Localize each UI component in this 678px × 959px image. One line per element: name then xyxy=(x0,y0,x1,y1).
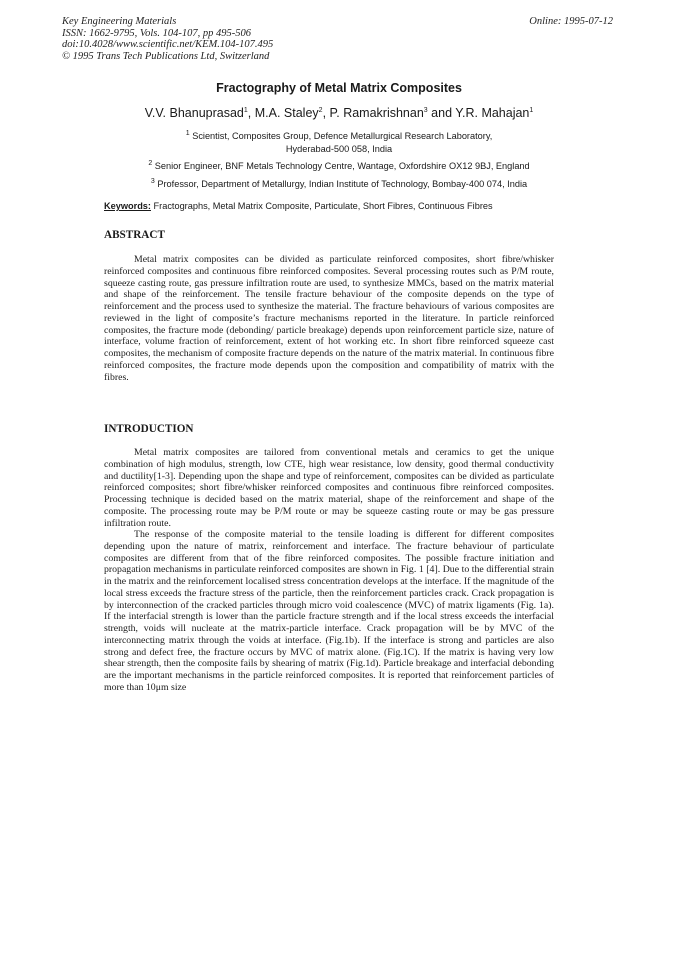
author-affiliation-mark: 1 xyxy=(243,106,248,114)
author-separator: and xyxy=(427,106,456,120)
copyright-line: © 1995 Trans Tech Publications Ltd, Switzerland xyxy=(62,50,270,62)
author-name: P. Ramakrishnan xyxy=(329,106,424,120)
affiliation-text: Senior Engineer, BNF Metals Technology Centre, Wantage, Oxfordshire OX12 9BJ, England xyxy=(154,161,530,171)
affiliation-text: Hyderabad-500 058, India xyxy=(285,144,393,154)
affiliation-3 xyxy=(0,178,678,191)
author-name: V.V. Bhanuprasad xyxy=(144,106,244,120)
affiliation-2 xyxy=(0,160,678,173)
affiliation-mark: 3 xyxy=(150,177,155,185)
author-separator: , xyxy=(247,106,255,120)
abstract-paragraph: Metal matrix composites can be divided as particulate reinforced composites, short fibre/whisker reinforced composites and continuous fibre reinforced composites. Several processing routes such as P/M route, squeeze casting route, gas pressure infiltration route are used, to synthesize MMCs, based on the matrix material and shape of the reinforcement. The tensile fracture behaviour of the composite depends on the type of reinforcement and the process used to synthesize the material. The fracture behaviours of various composites are reviewed in the light of composite’s fracture mechanisms reported in the literature. In particle reinforced composites, the fracture mode (debonding/ particle breakage) depends upon reinforcement particle size, nature of interface, volume fraction of reinforcement, extent of hot working etc. In short fibre reinforced squeeze cast composites, the mechanism of composite fracture depends on the nature of the matrix material. In continuous fibre reinforced composites, the fracture mode depends upon the composition and compatibility of matrix with the fibres. xyxy=(104,254,554,383)
affiliation-text: Professor, Department of Metallurgy, Indian Institute of Technology, Bombay-400 074, India xyxy=(157,179,528,189)
introduction-heading: INTRODUCTION xyxy=(104,423,194,435)
journal-name: Key Engineering Materials xyxy=(62,16,177,27)
issn-line: ISSN: 1662-9795, Vols. 104-107, pp 495-506 xyxy=(62,27,251,39)
author-name: Y.R. Mahajan xyxy=(455,106,530,120)
journal-header xyxy=(62,16,273,62)
online-date: Online: 1995-07-12 xyxy=(529,16,613,27)
introduction-paragraph-1: Metal matrix composites are tailored from conventional metals and ceramics to get the unique combination of high modulus, strength, low CTE, high wear resistance, low density, good thermal conductivity and ductility[1-3]. Depending upon the shape and type of reinforcement, composites can be divided as particulate reinforced composites; short fibre/whisker reinforced composites and continuous fibre reinforced composites. Processing technique is decided based on the matrix material, shape of the reinforcement and shape of the composite. The processing route may be P/M route or may be squeeze casting route or may be gas pressure infiltration route. xyxy=(104,447,554,529)
affiliation-text: Scientist, Composites Group, Defence Metallurgical Research Laboratory, xyxy=(192,131,493,141)
keywords-line xyxy=(104,201,584,211)
introduction-paragraph-2: The response of the composite material to the tensile loading is different for different composites depending upon the nature of matrix, reinforcement and interface. The fracture behaviour of particulate composites are different from that of the fibre reinforced composites. The possible fracture initiation and propagation mechanisms in particulate reinforced composites are shown in Fig. 1 [4]. Due to the differential strain in the matrix and the reinforcement localised stress concentration develops at the interface. If the magnitude of the local stress exceeds the fracture stress of the particle, then the reinforcement particles crack. Crack propagation is by interconnection of the cracked particles through micro void coalescence (MVC) of matrix ligaments (Fig. 1a). If the interfacial strength is lower than the particle fracture strength and if the local stress exceeds the interfacial strength, voids will nucleate at the matrix-particle interface. Crack propagation will be by MVC of the interconnecting matrix through the voids at interface. (Fig.1b). If the interface is strong and particles are also strong and defect free, the fracture occurs by MVC of matrix alone. (Fig.1C). If the matrix is having very low shear strength, then the composite fails by shearing of matrix (Fig.1d). Particle breakage and interfacial debonding are the important mechanisms in the particle reinforced composites. It is reported that reinforcement particles of more than 10μm size xyxy=(104,529,554,693)
affiliation-mark: 2 xyxy=(148,159,153,167)
doi-link[interactable]: doi:10.4028/www.scientific.net/KEM.104-107.495 xyxy=(62,39,274,51)
author-list xyxy=(0,106,678,120)
author-affiliation-mark: 1 xyxy=(529,106,534,114)
author-affiliation-mark: 2 xyxy=(318,106,323,114)
affiliation-mark: 1 xyxy=(185,129,190,137)
affiliation-1 xyxy=(0,130,678,156)
author-separator: , xyxy=(322,106,330,120)
keywords-text: Fractographs, Metal Matrix Composite, Particulate, Short Fibres, Continuous Fibres xyxy=(150,201,493,211)
author-name: M.A. Staley xyxy=(254,106,319,120)
keywords-label: Keywords: xyxy=(104,201,151,211)
author-affiliation-mark: 3 xyxy=(423,106,428,114)
abstract-heading: ABSTRACT xyxy=(104,229,165,241)
paper-title: Fractography of Metal Matrix Composites xyxy=(216,81,462,95)
